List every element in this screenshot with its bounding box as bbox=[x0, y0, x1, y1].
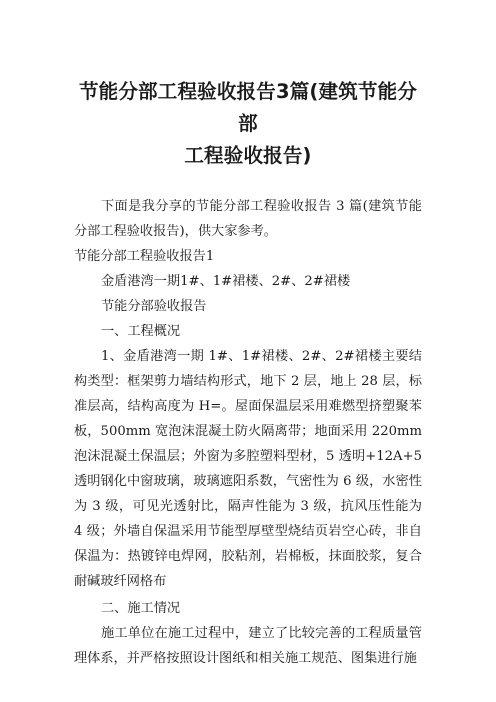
title-line-1: 节能分部工程验收报告3篇(建筑节能分部 bbox=[78, 80, 418, 135]
report-subtitle: 节能分部工程验收报告1 bbox=[74, 249, 215, 264]
report-name: 节能分部验收报告 bbox=[101, 299, 207, 314]
construction-paragraph: 施工单位在施工过程中，建立了比较完善的工程质量管理体系，并严格按照设计图纸和相关施工规范、图集进行施 bbox=[74, 626, 422, 666]
section-heading-construction: 二、施工情况 bbox=[101, 601, 181, 616]
section-heading-overview: 一、工程概况 bbox=[101, 324, 181, 339]
title-line-2: 工程验收报告) bbox=[184, 144, 312, 167]
overview-paragraph: 1、金盾港湾一期 1#、1#裙楼、2#、2#裙楼主要结构类型：框架剪力墙结构形式，地下 2 层，地上 28 层，标准层高，结构高度为 H=。屋面保温层采用难燃型挤塑聚苯板，500mm 宽泡沫混凝土防火隔离带；地面采用 220mm 泡沫混凝土保温层；外窗为多腔塑料型材，5 透明+12A+5 透明钢化中窗玻璃，玻璃遮阳系数，气密性为 6 级，水密性为 3 级，可见光透射比，隔声性能为 3 级，抗风压性能为 4 级；外墙自保温采用节能型厚壁型烧结页岩空心砖，非自保温为：热镀锌电焊网，胶粘剂，岩棉板，抹面胶浆，复合耐碱玻纤网格布 bbox=[74, 349, 422, 589]
project-name: 金盾港湾一期1#、1#裙楼、2#、2#裙楼 bbox=[101, 274, 351, 289]
document-title bbox=[74, 76, 422, 172]
intro-paragraph: 下面是我分享的节能分部工程验收报告 3 篇(建筑节能分部工程验收报告)，供大家参考。 bbox=[74, 199, 422, 239]
